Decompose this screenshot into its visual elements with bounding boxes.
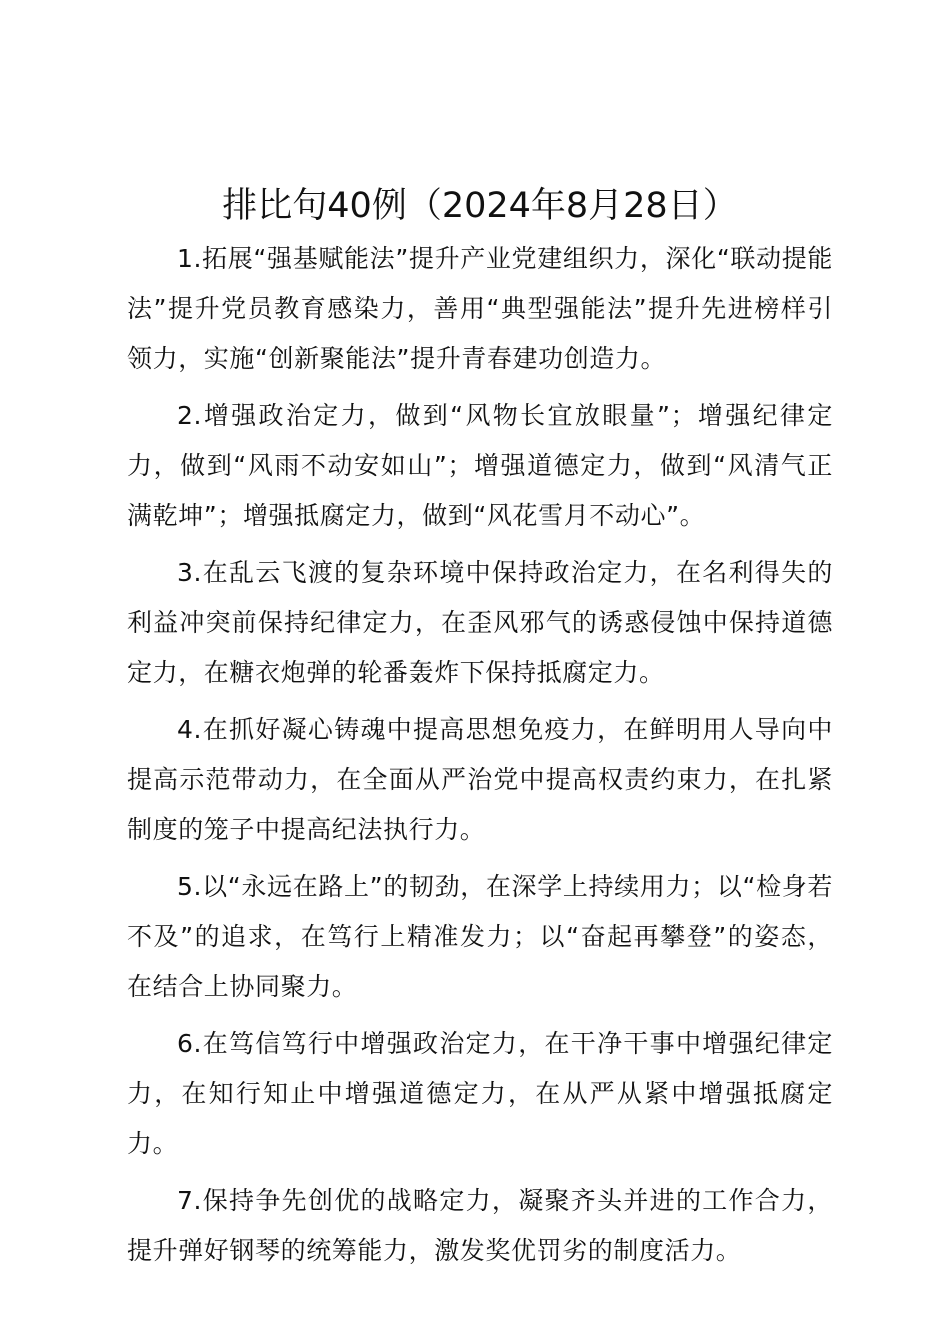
document-page bbox=[127, 178, 833, 1283]
paragraph-4: 4.在抓好凝心铸魂中提高思想免疫力，在鲜明用人导向中提高示范带动力，在全面从严治党中提高权责约束力，在扎紧制度的笼子中提高纪法执行力。 bbox=[127, 715, 833, 844]
paragraph-1: 1.拓展“强基赋能法”提升产业党建组织力，深化“联动提能法”提升党员教育感染力，善用“典型强能法”提升先进榜样引领力，实施“创新聚能法”提升青春建功创造力。 bbox=[127, 244, 833, 373]
paragraph-3: 3.在乱云飞渡的复杂环境中保持政治定力，在名利得失的利益冲突前保持纪律定力，在歪风邪气的诱惑侵蚀中保持道德定力，在糖衣炮弹的轮番轰炸下保持抵腐定力。 bbox=[127, 558, 833, 687]
document-title: 排比句40例（2024年8月28日） bbox=[222, 186, 738, 226]
paragraph-7: 7.保持争先创优的战略定力，凝聚齐头并进的工作合力，提升弹好钢琴的统筹能力，激发奖优罚劣的制度活力。 bbox=[127, 1186, 833, 1265]
paragraph-2: 2.增强政治定力，做到“风物长宜放眼量”；增强纪律定力，做到“风雨不动安如山”；增强道德定力，做到“风清气正满乾坤”；增强抵腐定力，做到“风花雪月不动心”。 bbox=[127, 401, 833, 530]
paragraph-5: 5.以“永远在路上”的韧劲，在深学上持续用力；以“检身若不及”的追求，在笃行上精准发力；以“奋起再攀登”的姿态，在结合上协同聚力。 bbox=[127, 872, 833, 1001]
paragraph-6: 6.在笃信笃行中增强政治定力，在干净干事中增强纪律定力，在知行知止中增强道德定力，在从严从紧中增强抵腐定力。 bbox=[127, 1029, 833, 1158]
